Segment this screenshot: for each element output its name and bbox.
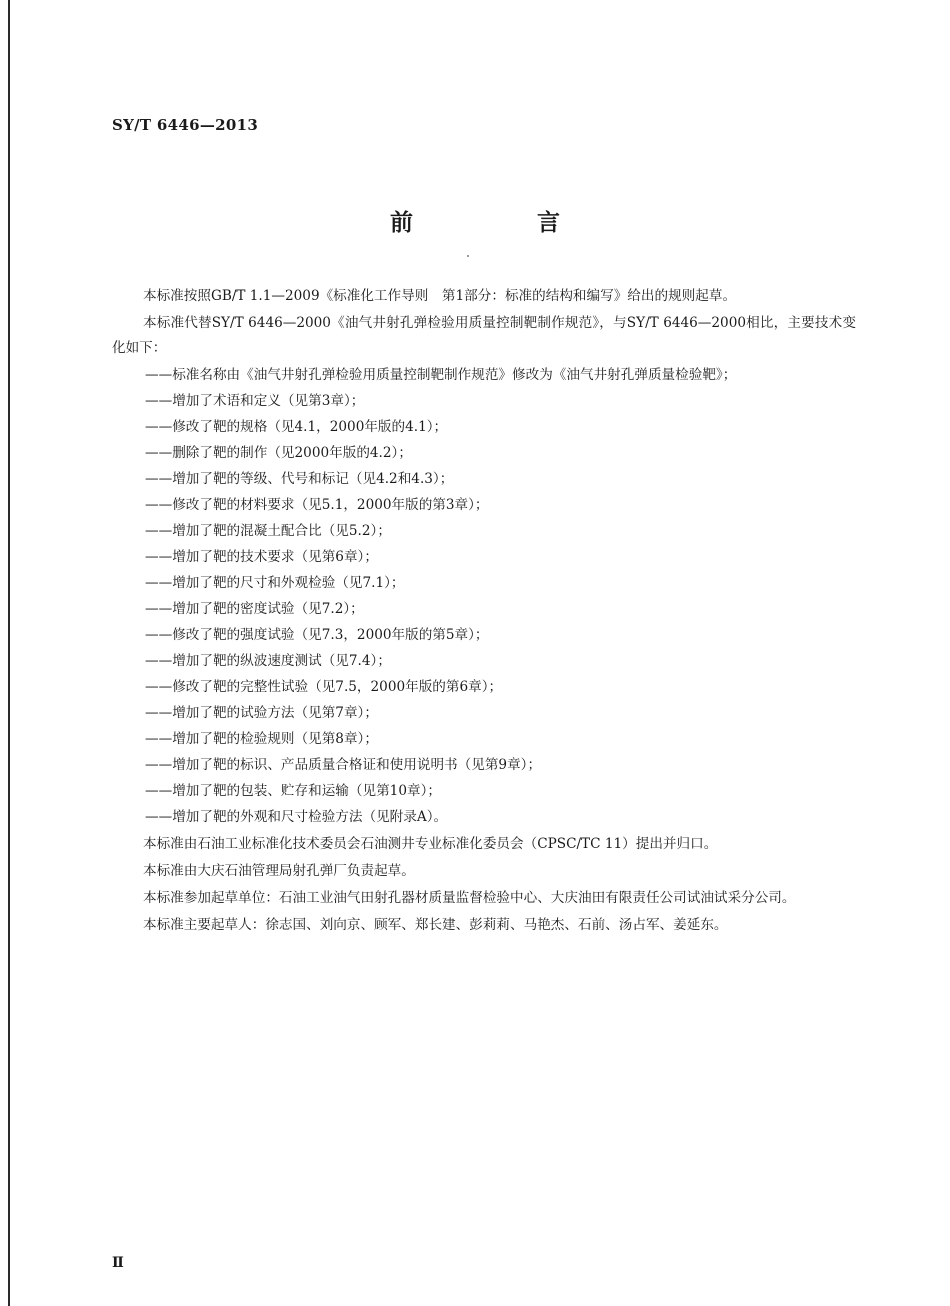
list-item: ——增加了靶的密度试验（见7.2）； xyxy=(145,601,364,617)
list-item: ——增加了靶的等级、代号和标记（见4.2和4.3）； xyxy=(145,471,454,487)
standard-code: SY/T 6446—2013 xyxy=(112,116,259,134)
list-item: ——增加了靶的标识、产品质量合格证和使用说明书（见第9章）； xyxy=(145,757,542,773)
paragraph-drafters: 本标准主要起草人：徐志国、刘向京、顾军、郑长建、彭莉莉、马艳杰、石前、汤占军、姜延东。 xyxy=(143,917,728,933)
list-item: ——修改了靶的规格（见4.1，2000年版的4.1）； xyxy=(145,419,448,435)
list-item: ——删除了靶的制作（见2000年版的4.2）； xyxy=(145,445,412,461)
list-item: ——增加了靶的尺寸和外观检验（见7.1）； xyxy=(145,575,405,591)
list-item: ——增加了靶的试验方法（见第7章）； xyxy=(145,705,378,721)
page-title: 前 言 xyxy=(389,209,618,236)
list-item: ——增加了术语和定义（见第3章）； xyxy=(145,393,365,409)
list-item: ——增加了靶的纵波速度测试（见7.4）； xyxy=(145,653,391,669)
page-edge-line xyxy=(8,0,10,1306)
list-item: ——修改了靶的材料要求（见5.1，2000年版的第3章）； xyxy=(145,497,489,513)
paragraph-drafted-by: 本标准由大庆石油管理局射孔弹厂负责起草。 xyxy=(143,863,415,879)
foreword-body xyxy=(112,284,856,940)
list-item: ——增加了靶的技术要求（见第6章）； xyxy=(145,549,378,565)
scan-speck xyxy=(467,255,469,257)
list-item: ——增加了靶的混凝土配合比（见5.2）； xyxy=(145,523,391,539)
list-item: ——修改了靶的强度试验（见7.3，2000年版的第5章）； xyxy=(145,627,489,643)
paragraph-proposed-by: 本标准由石油工业标准化技术委员会石油测井专业标准化委员会（CPSC/TC 11）提出并归口。 xyxy=(143,836,718,852)
list-item: ——修改了靶的完整性试验（见7.5，2000年版的第6章）； xyxy=(145,679,503,695)
paragraph-replaces: 本标准代替SY/T 6446—2000《油气井射孔弹检验用质量控制靶制作规范》，与SY/T 6446—2000相比，主要技术变化如下： xyxy=(112,315,856,356)
changes-list xyxy=(112,363,856,830)
page-number: Ⅱ xyxy=(112,1255,124,1271)
paragraph-drafting-rules: 本标准按照GB/T 1.1—2009《标准化工作导则 第1部分：标准的结构和编写》给出的规则起草。 xyxy=(143,288,737,304)
list-item: ——标准名称由《油气井射孔弹检验用质量控制靶制作规范》修改为《油气井射孔弹质量检验靶》； xyxy=(145,367,737,383)
paragraph-participants: 本标准参加起草单位：石油工业油气田射孔器材质量监督检验中心、大庆油田有限责任公司试油试采分公司。 xyxy=(143,890,796,906)
list-item: ——增加了靶的检验规则（见第8章）； xyxy=(145,731,378,747)
list-item: ——增加了靶的包装、贮存和运输（见第10章）； xyxy=(145,783,441,799)
list-item: ——增加了靶的外观和尺寸检验方法（见附录A）。 xyxy=(145,809,448,825)
